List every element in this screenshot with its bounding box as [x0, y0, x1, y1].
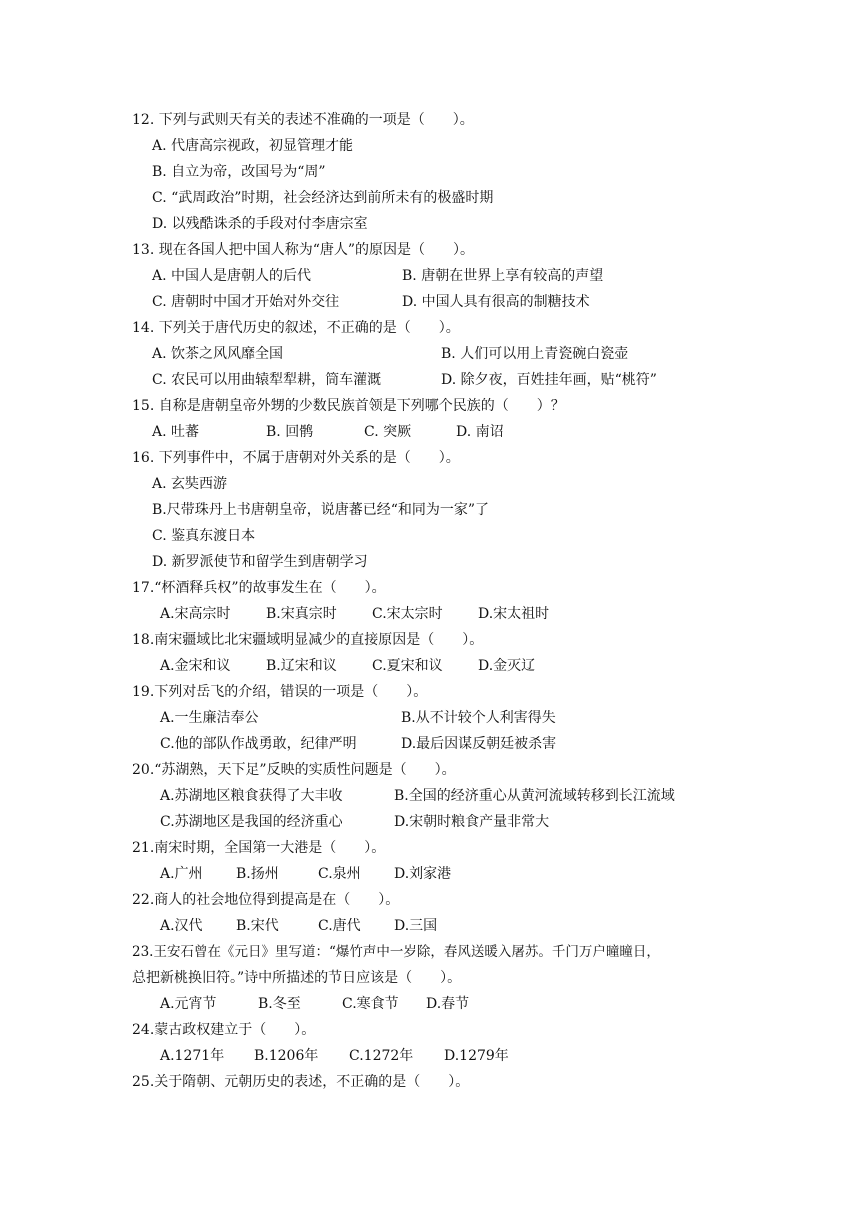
question-17-option-a: A.宋高宗时 — [160, 606, 231, 622]
question-19-option-a: A.一生廉洁奉公 — [160, 710, 259, 726]
question-16-option-d: D. 新罗派使节和留学生到唐朝学习 — [152, 554, 368, 570]
question-17-option-c: C.宋太宗时 — [372, 606, 443, 622]
question-19-stem: 19.下列对岳飞的介绍，错误的一项是（ ）。 — [132, 684, 428, 700]
question-13-option-d: D. 中国人具有很高的制糖技术 — [402, 294, 590, 310]
question-16-option-c: C. 鉴真东渡日本 — [152, 528, 256, 544]
question-18-stem: 18.南宋疆域比北宋疆域明显减少的直接原因是（ ）。 — [132, 632, 484, 648]
question-18-option-d: D.金灭辽 — [478, 658, 536, 674]
question-22-option-c: C.唐代 — [318, 918, 361, 934]
question-24-option-d: D.1279年 — [444, 1048, 509, 1064]
question-19-option-b: B.从不计较个人利害得失 — [401, 710, 556, 726]
question-25-stem: 25.关于隋朝、元朝历史的表述，不正确的是（ ）。 — [132, 1074, 470, 1090]
question-12-option-c: C. “武周政治”时期，社会经济达到前所未有的极盛时期 — [152, 190, 494, 206]
question-22-stem: 22.商人的社会地位得到提高是在（ ）。 — [132, 892, 400, 908]
question-15-stem: 15. 自称是唐朝皇帝外甥的少数民族首领是下列哪个民族的（ ）？ — [132, 398, 565, 414]
question-15-option-b: B. 回鹘 — [266, 424, 314, 440]
question-13-option-b: B. 唐朝在世界上享有较高的声望 — [402, 268, 604, 284]
question-18-option-a: A.金宋和议 — [160, 658, 231, 674]
question-15-option-a: A. 吐蕃 — [152, 424, 200, 440]
question-22-option-d: D.三国 — [394, 918, 438, 934]
question-21-option-a: A.广州 — [160, 866, 203, 882]
question-24-option-b: B.1206年 — [254, 1048, 319, 1064]
question-24-option-c: C.1272年 — [349, 1048, 414, 1064]
question-20-option-d: D.宋朝时粮食产量非常大 — [394, 814, 550, 830]
question-23-stem-line2: 总把新桃换旧符。”诗中所描述的节日应该是（ ）。 — [132, 970, 462, 986]
question-21-option-d: D.刘家港 — [394, 866, 452, 882]
question-13-stem: 13. 现在各国人把中国人称为“唐人”的原因是（ ）。 — [132, 242, 475, 258]
question-15-option-c: C. 突厥 — [364, 424, 412, 440]
question-20-option-b: B.全国的经济重心从黄河流域转移到长江流域 — [394, 788, 675, 804]
question-17-option-b: B.宋真宗时 — [266, 606, 337, 622]
question-12-stem: 12. 下列与武则天有关的表述不准确的一项是（ ）。 — [132, 112, 474, 128]
question-16-option-b: B.尺带珠丹上书唐朝皇帝，说唐蕃已经“和同为一家”了 — [152, 502, 490, 518]
question-13-option-c: C. 唐朝时中国才开始对外交往 — [152, 294, 340, 310]
question-21-option-c: C.泉州 — [318, 866, 361, 882]
question-20-option-a: A.苏湖地区粮食获得了大丰收 — [160, 788, 343, 804]
question-20-option-c: C.苏湖地区是我国的经济重心 — [160, 814, 343, 830]
question-15-option-d: D. 南诏 — [456, 424, 504, 440]
question-23-stem-line1: 23.王安石曾在《元日》里写道：“爆竹声中一岁除，春风送暖入屠苏。千门万户曈曈日， — [132, 944, 660, 960]
question-12-option-b: B. 自立为帝，改国号为“周” — [152, 164, 326, 180]
question-14-stem: 14. 下列关于唐代历史的叙述，不正确的是（ ）。 — [132, 320, 460, 336]
question-18-option-b: B.辽宋和议 — [266, 658, 337, 674]
question-13-option-a: A. 中国人是唐朝人的后代 — [152, 268, 312, 284]
question-23-option-a: A.元宵节 — [160, 996, 217, 1012]
question-23-option-d: D.春节 — [426, 996, 470, 1012]
question-24-option-a: A.1271年 — [160, 1048, 225, 1064]
question-21-option-b: B.扬州 — [236, 866, 279, 882]
question-20-stem: 20.“苏湖熟，天下足”反映的实质性问题是（ ）。 — [132, 762, 456, 778]
question-22-option-b: B.宋代 — [236, 918, 279, 934]
question-19-option-d: D.最后因谋反朝廷被杀害 — [401, 736, 557, 752]
question-12-option-d: D. 以残酷诛杀的手段对付李唐宗室 — [152, 216, 368, 232]
question-19-option-c: C.他的部队作战勇敢，纪律严明 — [160, 736, 357, 752]
question-16-stem: 16. 下列事件中，不属于唐朝对外关系的是（ ）。 — [132, 450, 460, 466]
question-18-option-c: C.夏宋和议 — [372, 658, 443, 674]
question-14-option-b: B. 人们可以用上青瓷碗白瓷壶 — [441, 346, 629, 362]
question-14-option-c: C. 农民可以用曲辕犁犁耕，筒车灌溉 — [152, 372, 382, 388]
question-14-option-a: A. 饮茶之风风靡全国 — [152, 346, 284, 362]
question-17-option-d: D.宋太祖时 — [478, 606, 550, 622]
question-23-option-c: C.寒食节 — [342, 996, 399, 1012]
question-23-option-b: B.冬至 — [258, 996, 301, 1012]
question-14-option-d: D. 除夕夜，百姓挂年画，贴“桃符” — [441, 372, 657, 388]
question-22-option-a: A.汉代 — [160, 918, 203, 934]
question-12-option-a: A. 代唐高宗视政，初显管理才能 — [152, 138, 354, 154]
question-16-option-a: A. 玄奘西游 — [152, 476, 228, 492]
question-17-stem: 17.“杯酒释兵权”的故事发生在（ ）。 — [132, 580, 386, 596]
question-21-stem: 21.南宋时期，全国第一大港是（ ）。 — [132, 840, 386, 856]
question-24-stem: 24.蒙古政权建立于（ ）。 — [132, 1022, 316, 1038]
